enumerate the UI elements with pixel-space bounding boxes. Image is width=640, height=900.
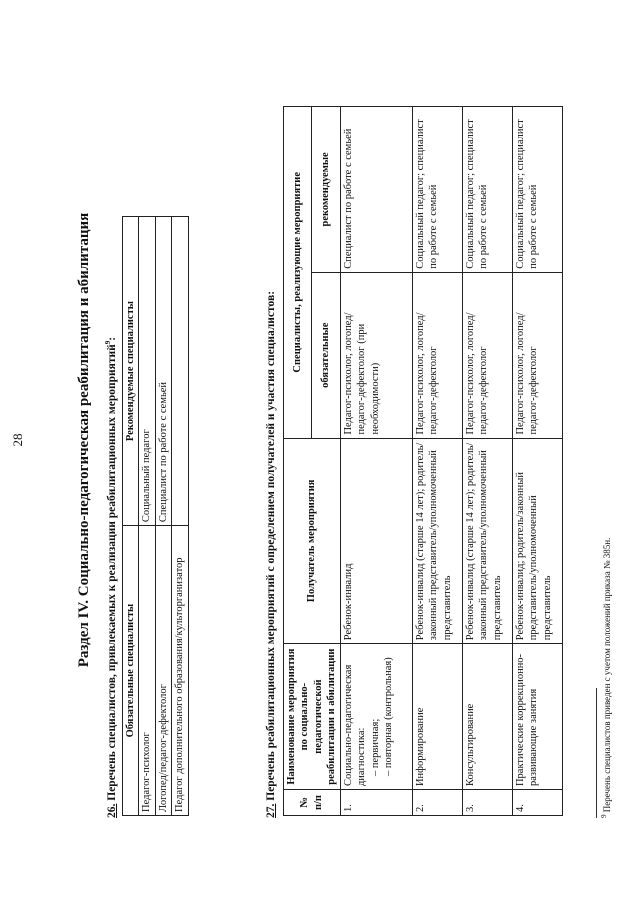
footnote-ref: 9 [104,340,112,345]
footnote-marker: 9 [600,814,608,818]
table-cell: Специалист по работе с семьей [155,217,171,526]
row-measure-name: Информирование [412,644,462,790]
row-measure-name: Практические коррекционно-развивающие занятия [512,644,562,790]
table-cell: Логопед/педагог-дефектолог [155,526,171,816]
table-row [462,107,512,816]
header-recipient: Получатель мероприятия [284,438,341,644]
table-cell: Педагог дополнительного образования/культорганизатор [172,526,188,816]
list-item: – первичная; [369,718,381,777]
item-26-heading [104,337,118,818]
table-row [412,107,462,816]
row-recipient: Ребенок-инвалид; родитель/законный представитель/уполномоченный представитель [512,438,562,644]
footnote-text: Перечень специалистов приведен с учетом положений приказа № 385н. [602,537,612,813]
section-title: Раздел IV. Социально-педагогическая реабилитация и абилитация [76,212,92,668]
row-recipient: Ребенок-инвалид (старше 14 лет); родитель/законный представитель/уполномоченный представитель [462,438,512,644]
row-measure-name: Консультирование [462,644,512,790]
row-mandatory: Педагог-психолог, логопед/педагог-дефектолог [462,272,512,438]
table-row [155,217,171,816]
table-cell [172,217,188,526]
table-header-row [284,107,312,816]
row-num: 1. [340,790,412,816]
table-cell: Педагог-психолог [139,526,155,816]
item-26-number: 26. [105,803,118,818]
row-recommended: Социальный педагог; специалист по работе с семьей [462,107,512,273]
item-27-title: Перечень реабилитационных мероприятий с определением получателей и участия специалистов: [265,290,277,801]
item-27-heading [265,291,277,818]
list-item-text: первичная; [369,718,381,769]
header-measure-name: Наименование мероприятия по социально-педагогической реабилитации и абилитации [284,644,341,790]
row-measure-name [340,644,412,790]
header-mandatory: обязательные [312,272,340,438]
specialists-table [122,216,189,816]
list-item: – повторная (контрольная) [383,657,395,777]
row-recipient: Ребенок-инвалид [340,438,412,644]
page-number: 28 [10,433,25,447]
row-mandatory: Педагог-психолог, логопед/педагог-дефектолог (при необходимости) [340,272,412,438]
header-num: № п/п [284,790,341,816]
table-row [340,107,412,816]
rehabilitation-measures-table [283,106,563,816]
row-mandatory: Педагог-психолог, логопед/педагог-дефектолог [412,272,462,438]
item-27-number: 27. [265,803,277,818]
row-mandatory: Педагог-психолог, логопед/педагог-дефектолог [512,272,562,438]
header-mandatory-specialists: Обязательные специалисты [123,526,139,816]
header-specialists: Специалисты, реализующие мероприятие [284,107,312,439]
footnote-divider [596,688,597,818]
row-recommended: Специалист по работе с семьей [340,107,412,273]
list-item-text: повторная (контрольная) [383,657,395,769]
row-recommended: Социальный педагог; специалист по работе с семьей [412,107,462,273]
table-row [512,107,562,816]
footnote [600,538,612,818]
table-cell: Социальный педагог [139,217,155,526]
table-row [139,217,155,816]
header-recommended-specialists: Рекомендуемые специалисты [123,217,139,526]
row-num: 3. [462,790,512,816]
row-recommended: Социальный педагог; специалист по работе с семьей [512,107,562,273]
header-recommended: рекомендуемые [312,107,340,273]
row-num: 4. [512,790,562,816]
table-header-row [123,217,139,816]
item-26-suffix: : [105,336,118,341]
row-num: 2. [412,790,462,816]
row-recipient: Ребенок-инвалид (старше 14 лет); родитель/законный представитель/уполномоченный представитель [412,438,462,644]
item-26-title: Перечень специалистов, привлекаемых к реализации реабилитационных мероприятий [105,344,118,801]
table-row [172,217,188,816]
measure-title: Социально-педагогическая диагностика: [342,664,368,787]
